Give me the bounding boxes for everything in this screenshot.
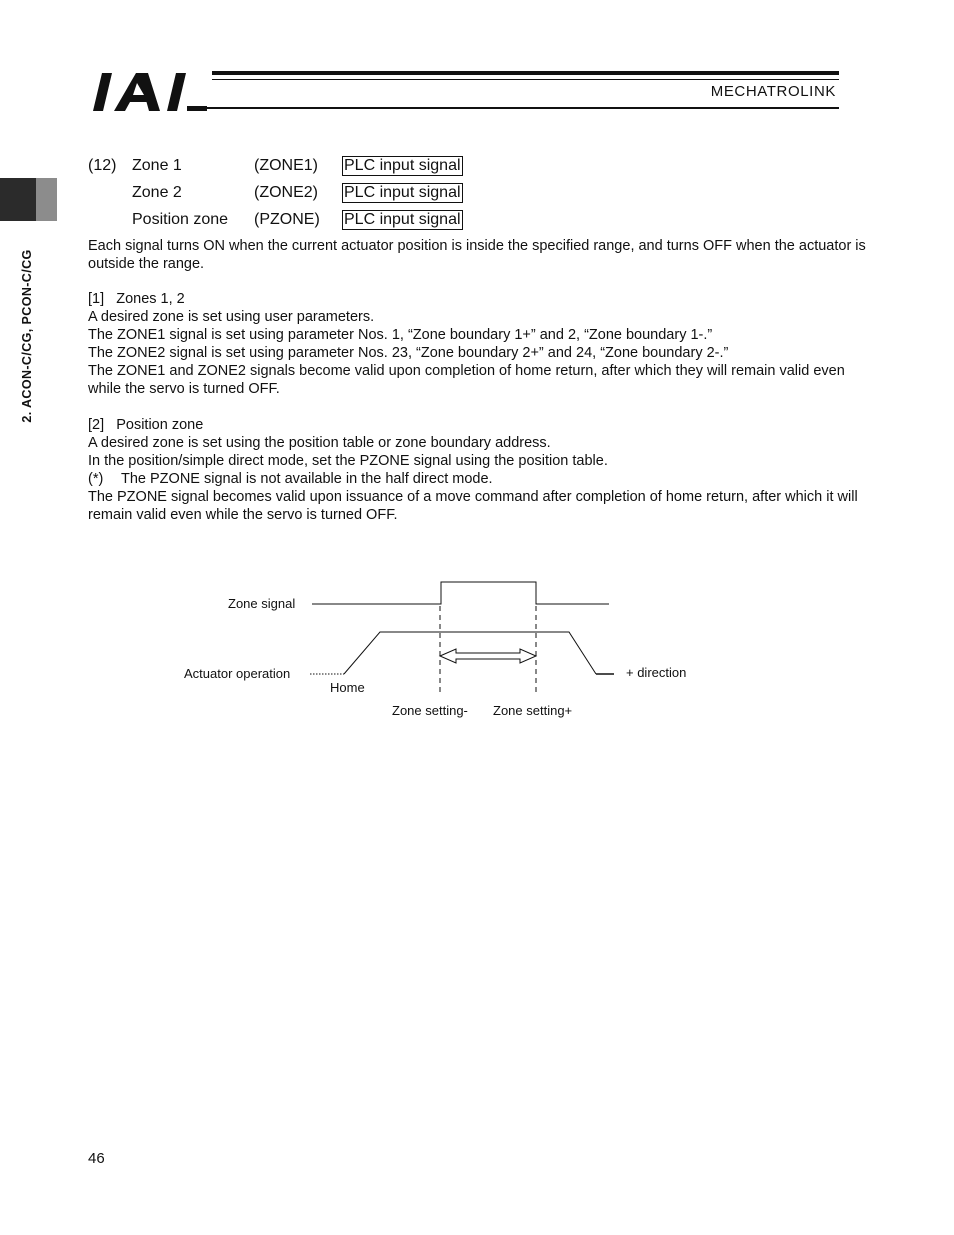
- signal-row-zone2: [88, 182, 508, 204]
- position-zone-line: A desired zone is set using the position table or zone boundary address.: [88, 435, 551, 451]
- zone-signal-waveform: [312, 582, 609, 604]
- zones-line: The ZONE2 signal is set using parameter Nos. 23, “Zone boundary 2+” and 24, “Zone boundary 2-.”: [88, 345, 729, 361]
- signal-name: Position zone: [132, 211, 229, 228]
- zone-timing-diagram: [180, 570, 720, 730]
- zones-line: The ZONE1 and ZONE2 signals become valid upon completion of home return, after which they will remain valid even while the servo is turned OFF.: [88, 363, 845, 397]
- header-rule-thin: [212, 79, 839, 80]
- zone-range-arrow: [440, 649, 536, 663]
- zone-setting-minus-label: Zone setting-: [392, 703, 468, 718]
- signal-abbreviation: (ZONE2): [254, 184, 318, 201]
- header-product-name: MECHATROLINK: [710, 83, 836, 100]
- signal-type-box: PLC input signal: [344, 157, 461, 174]
- signal-name: Zone 2: [132, 184, 182, 201]
- signal-row-pzone: [88, 209, 508, 231]
- zone-signal-label: Zone signal: [228, 596, 296, 611]
- signal-abbreviation: (ZONE1): [254, 157, 318, 174]
- iai-logo: [92, 72, 208, 112]
- actuator-operation-label: Actuator operation: [184, 666, 291, 681]
- direction-label: + direction: [626, 665, 687, 680]
- intro-paragraph: Each signal turns ON when the current actuator position is inside the specified range, and turns OFF when the actuator is outside the range.: [88, 238, 866, 272]
- signal-type-box: PLC input signal: [344, 211, 461, 228]
- chapter-tab-shade: [36, 178, 57, 221]
- item-number: (12): [88, 157, 117, 174]
- zones-line: A desired zone is set using user parameters.: [88, 309, 375, 325]
- position-zone-heading: [2] Position zone: [88, 417, 204, 433]
- home-label: Home: [330, 680, 365, 695]
- signal-name: Zone 1: [132, 157, 182, 174]
- signal-abbreviation: (PZONE): [254, 211, 320, 228]
- chapter-tab-marker: [0, 178, 36, 221]
- page-number: 46: [88, 1150, 105, 1167]
- note-mark: (*): [88, 471, 104, 487]
- signal-type-box: PLC input signal: [344, 184, 461, 201]
- header-rule: [212, 71, 839, 75]
- zone-setting-plus-label: Zone setting+: [493, 703, 573, 718]
- position-zone-final: The PZONE signal becomes valid upon issuance of a move command after completion of home return, after which it will remain valid even while the servo is turned OFF.: [88, 489, 858, 523]
- zones-heading: [1] Zones 1, 2: [88, 291, 185, 307]
- zones-line: The ZONE1 signal is set using parameter Nos. 1, “Zone boundary 1+” and 2, “Zone boundary 1-.”: [88, 327, 713, 343]
- position-zone-line: In the position/simple direct mode, set the PZONE signal using the position table.: [88, 453, 608, 469]
- note-text: The PZONE signal is not available in the half direct mode.: [121, 471, 493, 487]
- header-rule-bottom: [206, 107, 839, 109]
- note-row: [88, 470, 878, 488]
- signal-row-zone1: [88, 155, 508, 177]
- chapter-side-label: 2. ACON-C/CG, PCON-C/CG: [20, 249, 34, 423]
